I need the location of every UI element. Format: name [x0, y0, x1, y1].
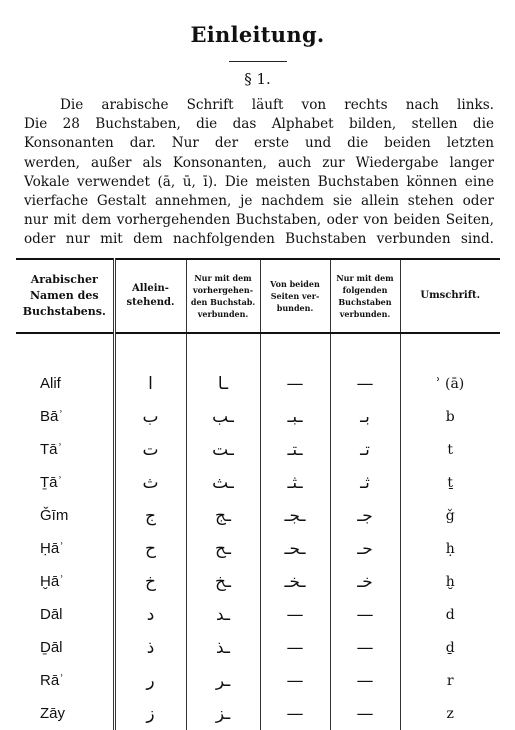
intro-paragraph: [24, 96, 494, 250]
header-isolated: Allein-stehend.: [114, 259, 186, 333]
intro-line: Vokale verwendet (ā, ū, ī). Die meisten Buchstaben können eine: [24, 173, 494, 190]
table-row: [16, 466, 500, 499]
table-row: [16, 565, 500, 598]
table-row: [16, 433, 500, 466]
letter-name: Rāʾ: [16, 664, 114, 697]
chapter-title: Einleitung.: [190, 22, 325, 47]
transliteration: ʾ (ā): [436, 375, 465, 392]
final-form: ـا: [186, 367, 260, 400]
isolated-form: ز: [114, 697, 186, 730]
transliteration: ḏ: [445, 639, 455, 656]
isolated-form: د: [114, 598, 186, 631]
letter-name: Alif: [16, 367, 114, 400]
intro-line: oder nur mit dem nachfolgenden Buchstaben verbunden sind.: [24, 231, 494, 248]
initial-form: —: [330, 598, 400, 631]
letter-name: Ṯāʾ: [16, 466, 114, 499]
initial-form: —: [330, 697, 400, 730]
isolated-form: ث: [114, 466, 186, 499]
medial-form: ـثـ: [260, 466, 330, 499]
medial-form: ـجـ: [260, 499, 330, 532]
intro-line: nur mit dem vorhergehenden Buchstaben, oder von beiden Seiten,: [24, 212, 494, 229]
transliteration: d: [445, 606, 455, 623]
table-row: [16, 532, 500, 565]
isolated-form: ح: [114, 532, 186, 565]
medial-form: ـتـ: [260, 433, 330, 466]
section-number: § 1.: [244, 70, 271, 88]
table-row: [16, 400, 500, 433]
final-form: ـز: [186, 697, 260, 730]
initial-form: جـ: [330, 499, 400, 532]
final-form: ـح: [186, 532, 260, 565]
table-header-row: [16, 259, 500, 333]
header-initial: Nur mit dem folgenden Buchstaben verbunden.: [330, 259, 400, 333]
final-form: ـج: [186, 499, 260, 532]
isolated-form: خ: [114, 565, 186, 598]
table-row: [16, 367, 500, 400]
medial-form: —: [260, 367, 330, 400]
isolated-form: ذ: [114, 631, 186, 664]
medial-form: ـحـ: [260, 532, 330, 565]
isolated-form: ت: [114, 433, 186, 466]
medial-form: —: [260, 664, 330, 697]
header-transliteration: Umschrift.: [400, 259, 500, 333]
intro-line: Konsonanten dar. Nur der erste und die beiden letzten: [24, 135, 494, 152]
initial-form: —: [330, 631, 400, 664]
table-row: [16, 499, 500, 532]
transliteration: ḫ: [445, 573, 455, 590]
final-form: ـر: [186, 664, 260, 697]
initial-form: —: [330, 664, 400, 697]
spacer-row: [16, 333, 500, 367]
table-body: [16, 333, 500, 730]
letter-name: Ḥāʾ: [16, 532, 114, 565]
isolated-form: ر: [114, 664, 186, 697]
transliteration: ṯ: [447, 474, 454, 491]
intro-line: Die 28 Buchstaben, die das Alphabet bilden, stellen die: [24, 116, 494, 133]
initial-form: ثـ: [330, 466, 400, 499]
letter-name: Ḏāl: [16, 631, 114, 664]
medial-form: —: [260, 598, 330, 631]
table-row: [16, 598, 500, 631]
alphabet-table-wrapper: [16, 258, 500, 730]
letter-name: Ǧīm: [16, 499, 114, 532]
letter-name: Bāʾ: [16, 400, 114, 433]
transliteration: z: [446, 705, 454, 722]
letter-name: Zāy: [16, 697, 114, 730]
medial-form: ـخـ: [260, 565, 330, 598]
initial-form: خـ: [330, 565, 400, 598]
table-row: [16, 631, 500, 664]
initial-form: —: [330, 367, 400, 400]
transliteration: ḥ: [445, 540, 455, 557]
final-form: ـث: [186, 466, 260, 499]
header-final: Nur mit dem vorhergehen-den Buchstab. verbunden.: [186, 259, 260, 333]
medial-form: ـبـ: [260, 400, 330, 433]
transliteration: ǧ: [445, 507, 455, 524]
final-form: ـب: [186, 400, 260, 433]
isolated-form: ب: [114, 400, 186, 433]
transliteration: t: [447, 441, 454, 458]
letter-name: Tāʾ: [16, 433, 114, 466]
header-letter-name: Arabischer Namen des Buchstabens.: [16, 259, 114, 333]
medial-form: —: [260, 697, 330, 730]
initial-form: بـ: [330, 400, 400, 433]
title-rule: [229, 61, 287, 62]
initial-form: حـ: [330, 532, 400, 565]
intro-line: werden, außer als Konsonanten, auch zur Wiedergabe langer: [24, 154, 494, 171]
transliteration: r: [446, 672, 454, 689]
intro-line: Die arabische Schrift läuft von rechts nach links.: [60, 97, 494, 113]
medial-form: —: [260, 631, 330, 664]
alphabet-table: [16, 258, 500, 730]
isolated-form: ج: [114, 499, 186, 532]
final-form: ـد: [186, 598, 260, 631]
final-form: ـت: [186, 433, 260, 466]
isolated-form: ا: [114, 367, 186, 400]
initial-form: تـ: [330, 433, 400, 466]
header-medial: Von beiden Seiten ver-bunden.: [260, 259, 330, 333]
letter-name: Dāl: [16, 598, 114, 631]
table-row: [16, 664, 500, 697]
final-form: ـخ: [186, 565, 260, 598]
final-form: ـذ: [186, 631, 260, 664]
intro-line: vierfache Gestalt annehmen, je nachdem sie allein stehen oder: [24, 192, 494, 209]
letter-name: Ḫāʾ: [16, 565, 114, 598]
transliteration: b: [445, 408, 455, 425]
